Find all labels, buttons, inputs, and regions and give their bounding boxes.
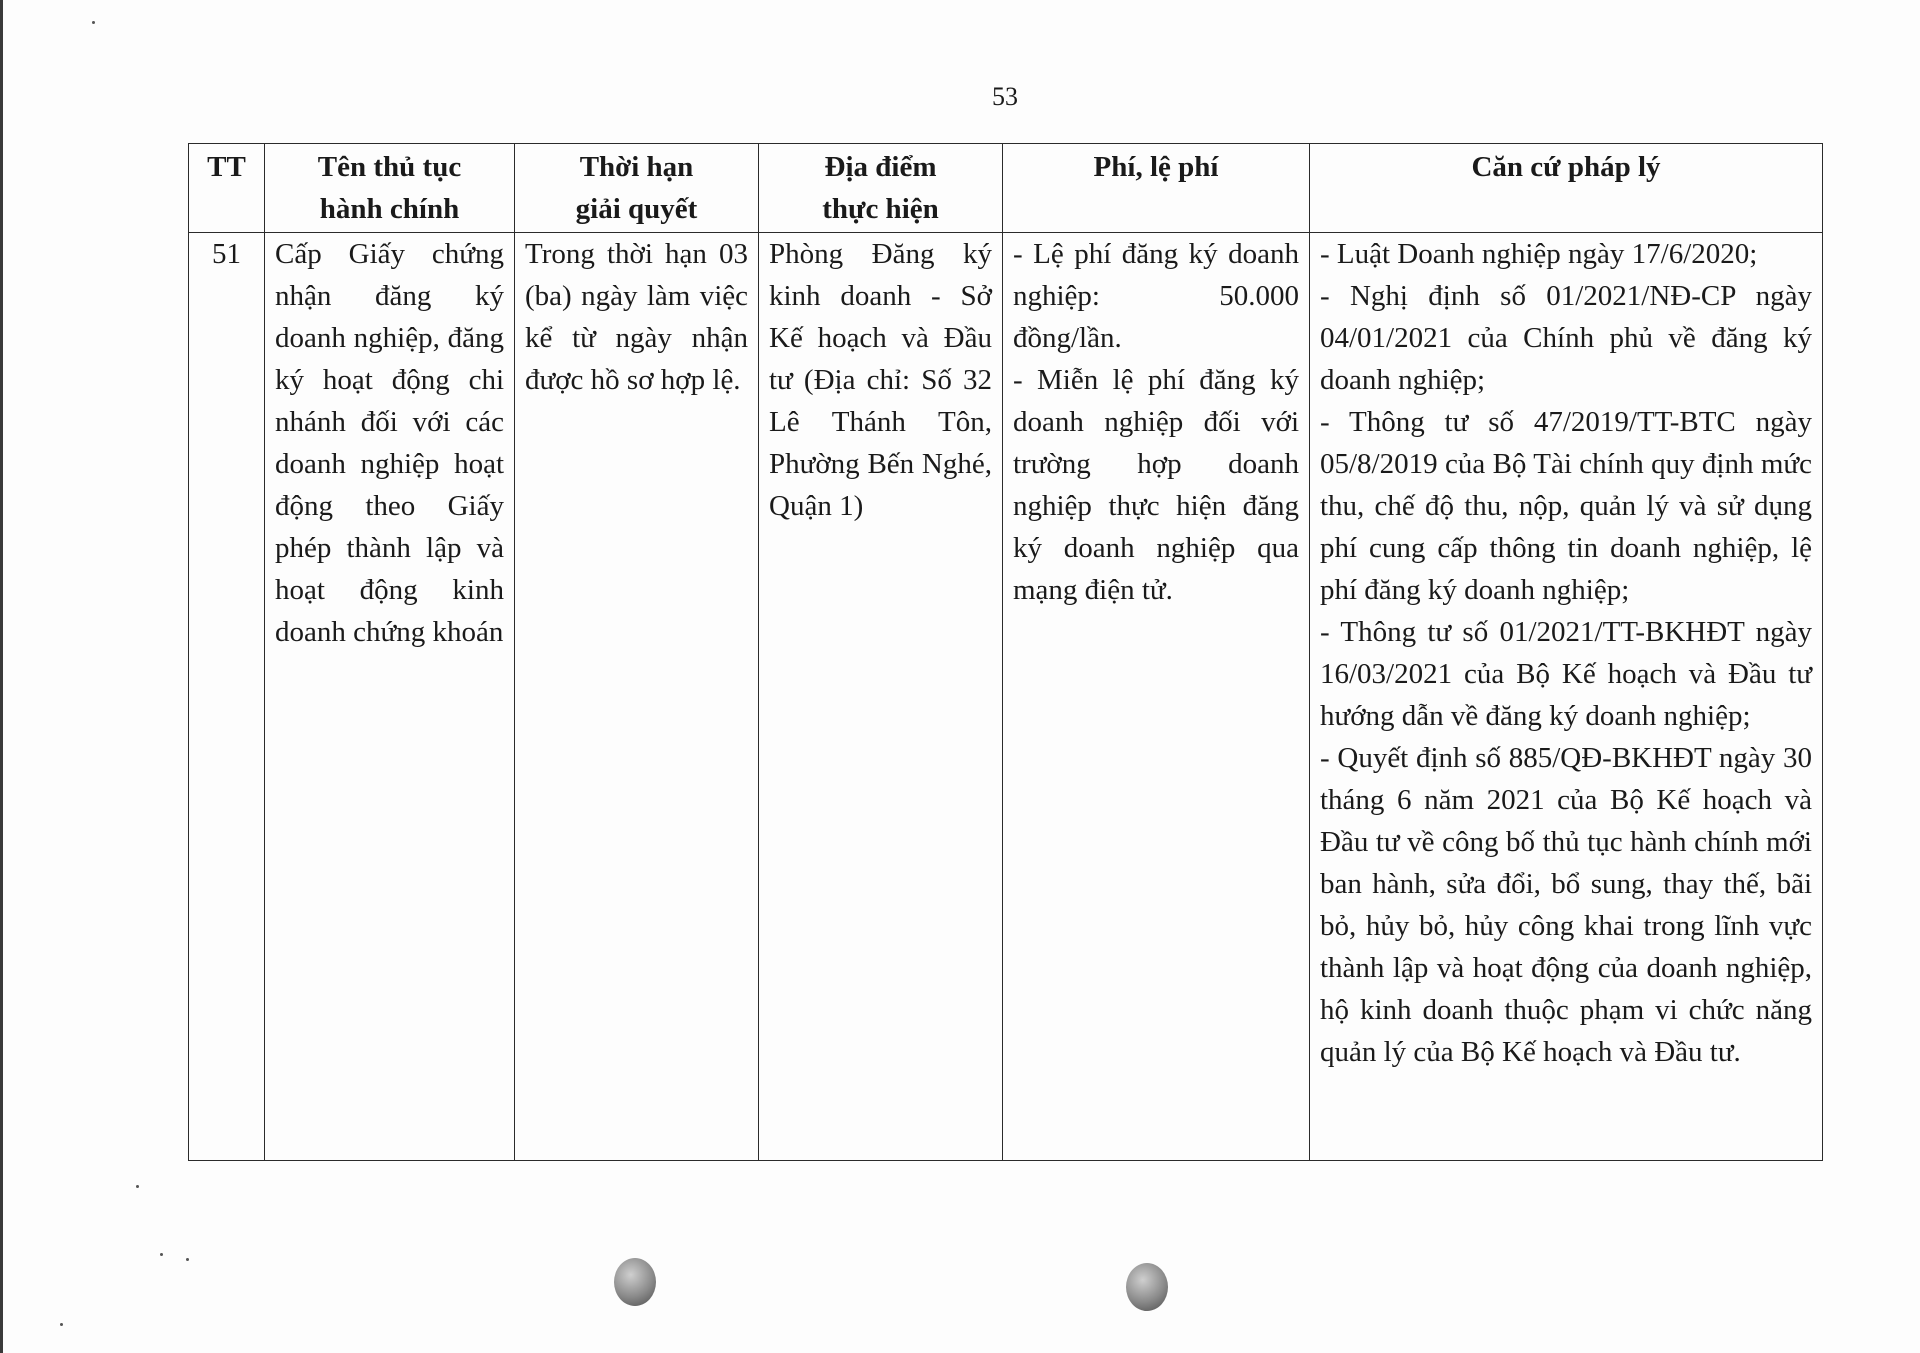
scan-speck <box>92 21 95 24</box>
cell-phi-le-phi <box>1003 233 1310 1161</box>
scan-speck <box>160 1253 163 1256</box>
procedure-table <box>188 143 1823 1161</box>
header-dia-diem: Địa điểm thực hiện <box>759 144 1003 233</box>
cell-can-cu-phap-ly <box>1310 233 1823 1161</box>
legal-basis-item: - Quyết định số 885/QĐ-BKHĐT ngày 30 tháng 6 năm 2021 của Bộ Kế hoạch và Đầu tư về công bố thủ tục hành chính mới ban hành, sửa đổi, bổ sung, thay thế, bãi bỏ, hủy bỏ, hủy công khai trong lĩnh vực thành lập và hoạt động của doanh nghiệp, hộ kinh doanh thuộc phạm vi chức năng quản lý của Bộ Kế hoạch và Đầu tư. <box>1320 742 1812 1068</box>
page-edge <box>0 0 3 1353</box>
scan-speck <box>60 1323 63 1326</box>
legal-basis-item: - Thông tư số 47/2019/TT-BTC ngày 05/8/2019 của Bộ Tài chính quy định mức thu, chế độ thu, nộp, quản lý và sử dụng phí cung cấp thông tin doanh nghiệp, lệ phí đăng ký doanh nghiệp; <box>1320 406 1812 606</box>
punch-hole-mark <box>614 1258 656 1306</box>
legal-basis-item: - Nghị định số 01/2021/NĐ-CP ngày 04/01/2021 của Chính phủ về đăng ký doanh nghiệp; <box>1320 280 1812 396</box>
header-ten-thu-tuc: Tên thủ tục hành chính <box>265 144 515 233</box>
legal-basis-item: - Thông tư số 01/2021/TT-BKHĐT ngày 16/03/2021 của Bộ Kế hoạch và Đầu tư hướng dẫn về đăng ký doanh nghiệp; <box>1320 616 1812 732</box>
header-thoi-han: Thời hạn giải quyết <box>515 144 759 233</box>
fee-item: - Lệ phí đăng ký doanh nghiệp: 50.000 đồng/lần. <box>1013 238 1299 354</box>
header-can-cu-phap-ly: Căn cứ pháp lý <box>1310 144 1823 233</box>
table-header-row <box>189 144 1823 233</box>
fee-item: - Miễn lệ phí đăng ký doanh nghiệp đối với trường hợp doanh nghiệp thực hiện đăng ký doanh nghiệp qua mạng điện tử. <box>1013 364 1299 606</box>
cell-dia-diem: Phòng Đăng ký kinh doanh - Sở Kế hoạch và Đầu tư (Địa chỉ: Số 32 Lê Thánh Tôn, Phường Bến Nghé, Quận 1) <box>759 233 1003 1161</box>
page-number: 53 <box>992 82 1018 111</box>
cell-tt: 51 <box>189 233 265 1161</box>
cell-thoi-han: Trong thời hạn 03 (ba) ngày làm việc kể từ ngày nhận được hồ sơ hợp lệ. <box>515 233 759 1161</box>
punch-hole-mark <box>1126 1263 1168 1311</box>
cell-ten-thu-tuc: Cấp Giấy chứng nhận đăng ký doanh nghiệp, đăng ký hoạt động chi nhánh đối với các doanh nghiệp hoạt động theo Giấy phép thành lập và hoạt động kinh doanh chứng khoán <box>265 233 515 1161</box>
scan-speck <box>186 1258 189 1261</box>
legal-basis-item: - Luật Doanh nghiệp ngày 17/6/2020; <box>1320 238 1758 270</box>
header-tt: TT <box>189 144 265 233</box>
scan-speck <box>136 1185 139 1188</box>
table-row <box>189 233 1823 1161</box>
header-phi-le-phi: Phí, lệ phí <box>1003 144 1310 233</box>
